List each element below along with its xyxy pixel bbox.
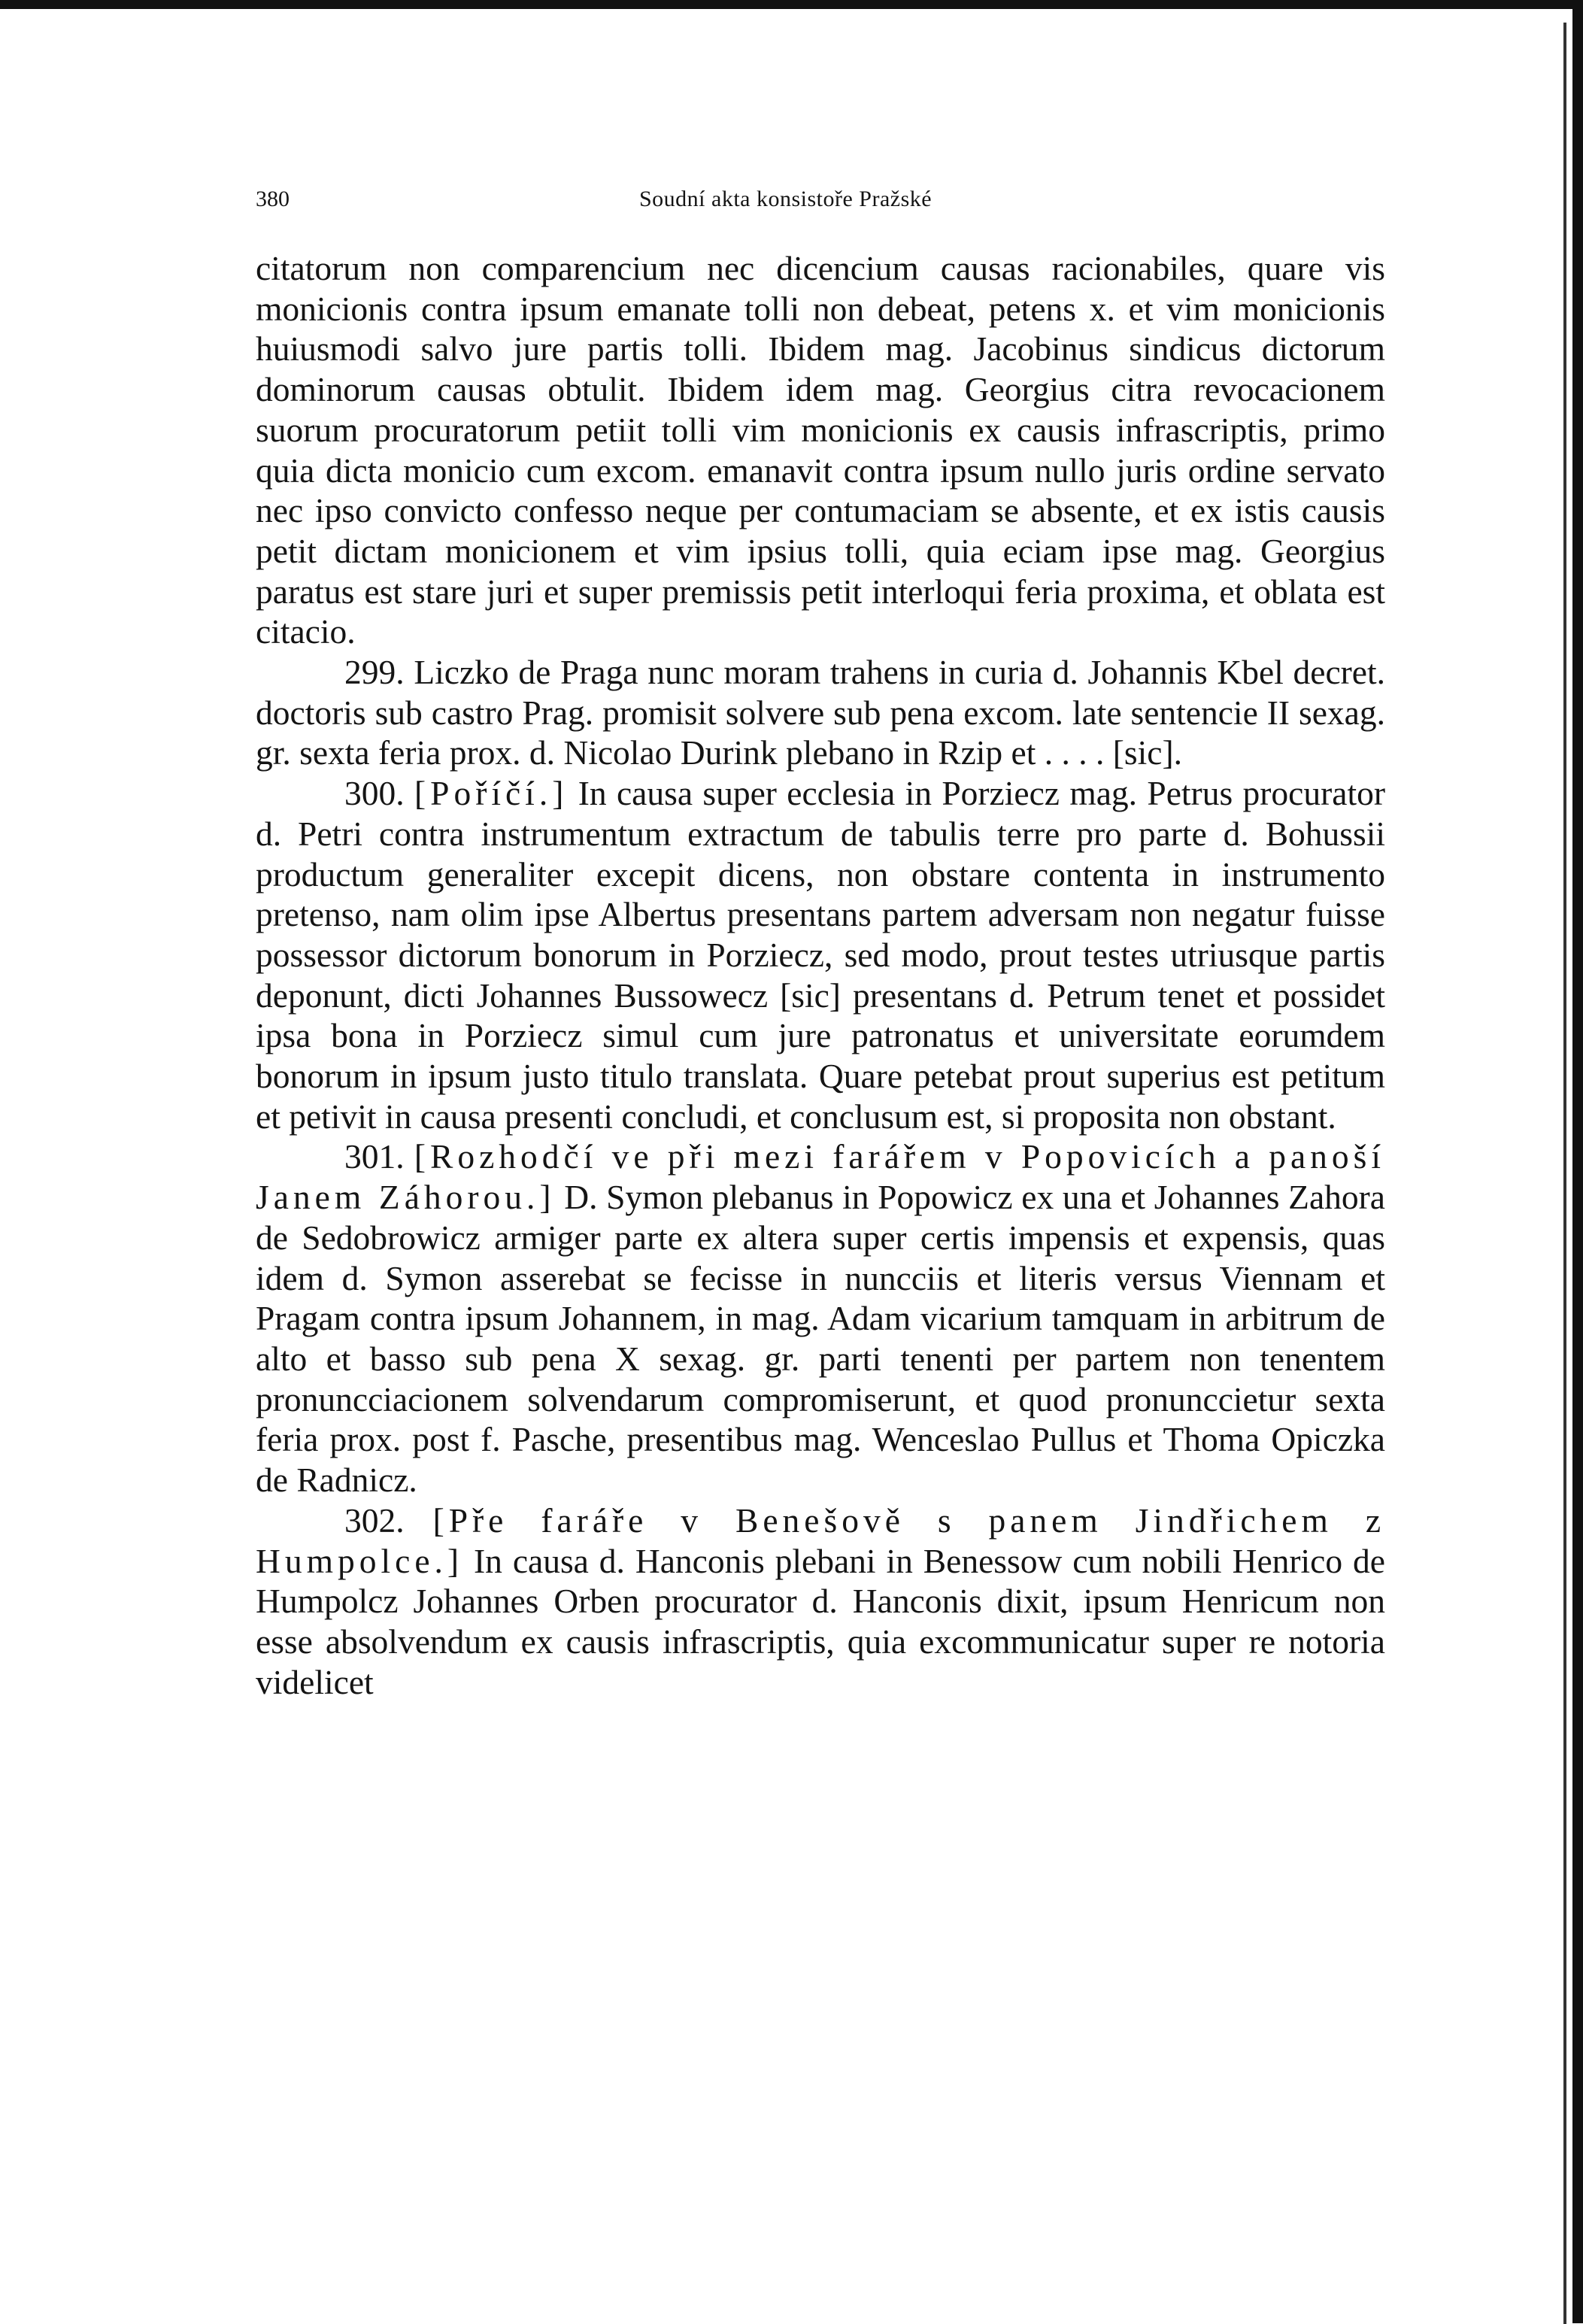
entry-number: 301. [344, 1137, 405, 1176]
entry-text: In causa d. Hanconis plebani in Benessow cum nobili Henrico de Humpolcz Johannes Orben procurator d. Hanconis dixit, ipsum Henricum non esse absolvendum ex causis infrascriptis, quia excommunicatur super re notoria videlicet [256, 1541, 1385, 1701]
scan-right-border [1572, 0, 1583, 2323]
running-head: Soudní akta konsistoře Pražské [639, 187, 933, 211]
entry-301 [256, 1136, 1385, 1500]
page-number: 380 [256, 187, 290, 211]
scan-top-border [0, 0, 1583, 9]
document-page [256, 173, 1385, 1702]
paragraph-continued [256, 248, 1385, 652]
entry-heading: [Pře faráře v Benešově s panem Jindřichem z Humpolce.] [256, 1500, 1386, 1580]
entry-text: Liczko de Praga nunc moram trahens in curia d. Johannis Kbel decret. doctoris sub castro Prag. promisit solvere sub pena excom. late sentencie II sexag. gr. sexta feria prox. d. Nicolao Durink plebano in Rzip et . . . . [sic]. [256, 653, 1386, 772]
entry-299 [256, 652, 1385, 773]
entry-heading: [Rozhodčí ve při mezi farářem v Popovicích a panoší Janem Záhorou.] [256, 1137, 1386, 1217]
paragraph-text: citatorum non comparencium nec dicencium causas racionabiles, quare vis monicionis contra ipsum emanate tolli non debeat, petens x. et vim monicionis huiusmodi salvo jure partis tolli. Ibidem mag. Jacobinus sindicus dictorum dominorum causas obtulit. Ibidem idem mag. Georgius citra revocacionem suorum procuratorum petiit tolli vim monicionis ex causis infrascriptis, primo quia dicta monicio cum excom. emanavit contra ipsum nullo juris ordine servato nec ipso convicto confesso neque per contumaciam se absente, et ex istis causis petit dictam monicionem et vim ipsius tolli, quia eciam ipse mag. Georgius paratus est stare juri et super premissis petit interloqui feria proxima, et oblata est citacio. [256, 249, 1385, 651]
entry-text: D. Symon plebanus in Popowicz ex una et Johannes Zahora de Sedobrowicz armiger parte ex altera super certis impensis et expensis, quas idem d. Symon asserebat se fecisse in nuncciis et literis versus Viennam et Pragam contra ipsum Johannem, in mag. Adam vicarium tamquam in arbitrum de alto et basso sub pena X sexag. gr. parti tenenti per partem non tenentem pronuncciacionem solvendarum compromiserunt, et quod pronunccietur sexta feria prox. post f. Pasche, presentibus mag. Wenceslao Pullus et Thoma Opiczka de Radnicz. [256, 1178, 1385, 1500]
scan-right-shadow [1563, 23, 1566, 2324]
entry-number: 299. [344, 653, 405, 692]
entry-number: 302. [344, 1500, 405, 1540]
entry-302 [256, 1500, 1385, 1703]
entry-300 [256, 773, 1385, 1136]
page-header [256, 173, 1385, 226]
entry-text: In causa super ecclesia in Porziecz mag. Petrus procurator d. Petri contra instrumentum extractum de tabulis terre pro parte d. Bohussii productum generaliter excepit dicens, non obstare contenta in instrumento pretenso, nam olim ipse Albertus presentans partem adversam non negatur fuisse possessor dictorum bonorum in Porziecz, sed modo, prout testes utriusque partis deponunt, dicti Johannes Bussowecz [sic] presentans d. Petrum tenet et possidet ipsa bona in Porziecz simul cum jure patronatus et universitate eorumdem bonorum in ipsum justo titulo translata. Quare petebat prout superius est petitum et petivit in causa presenti concludi, et conclusum est, si proposita non obstant. [256, 774, 1385, 1136]
body-text [256, 248, 1385, 1702]
entry-heading: [Poříčí.] [414, 774, 569, 813]
entry-number: 300. [344, 774, 405, 813]
